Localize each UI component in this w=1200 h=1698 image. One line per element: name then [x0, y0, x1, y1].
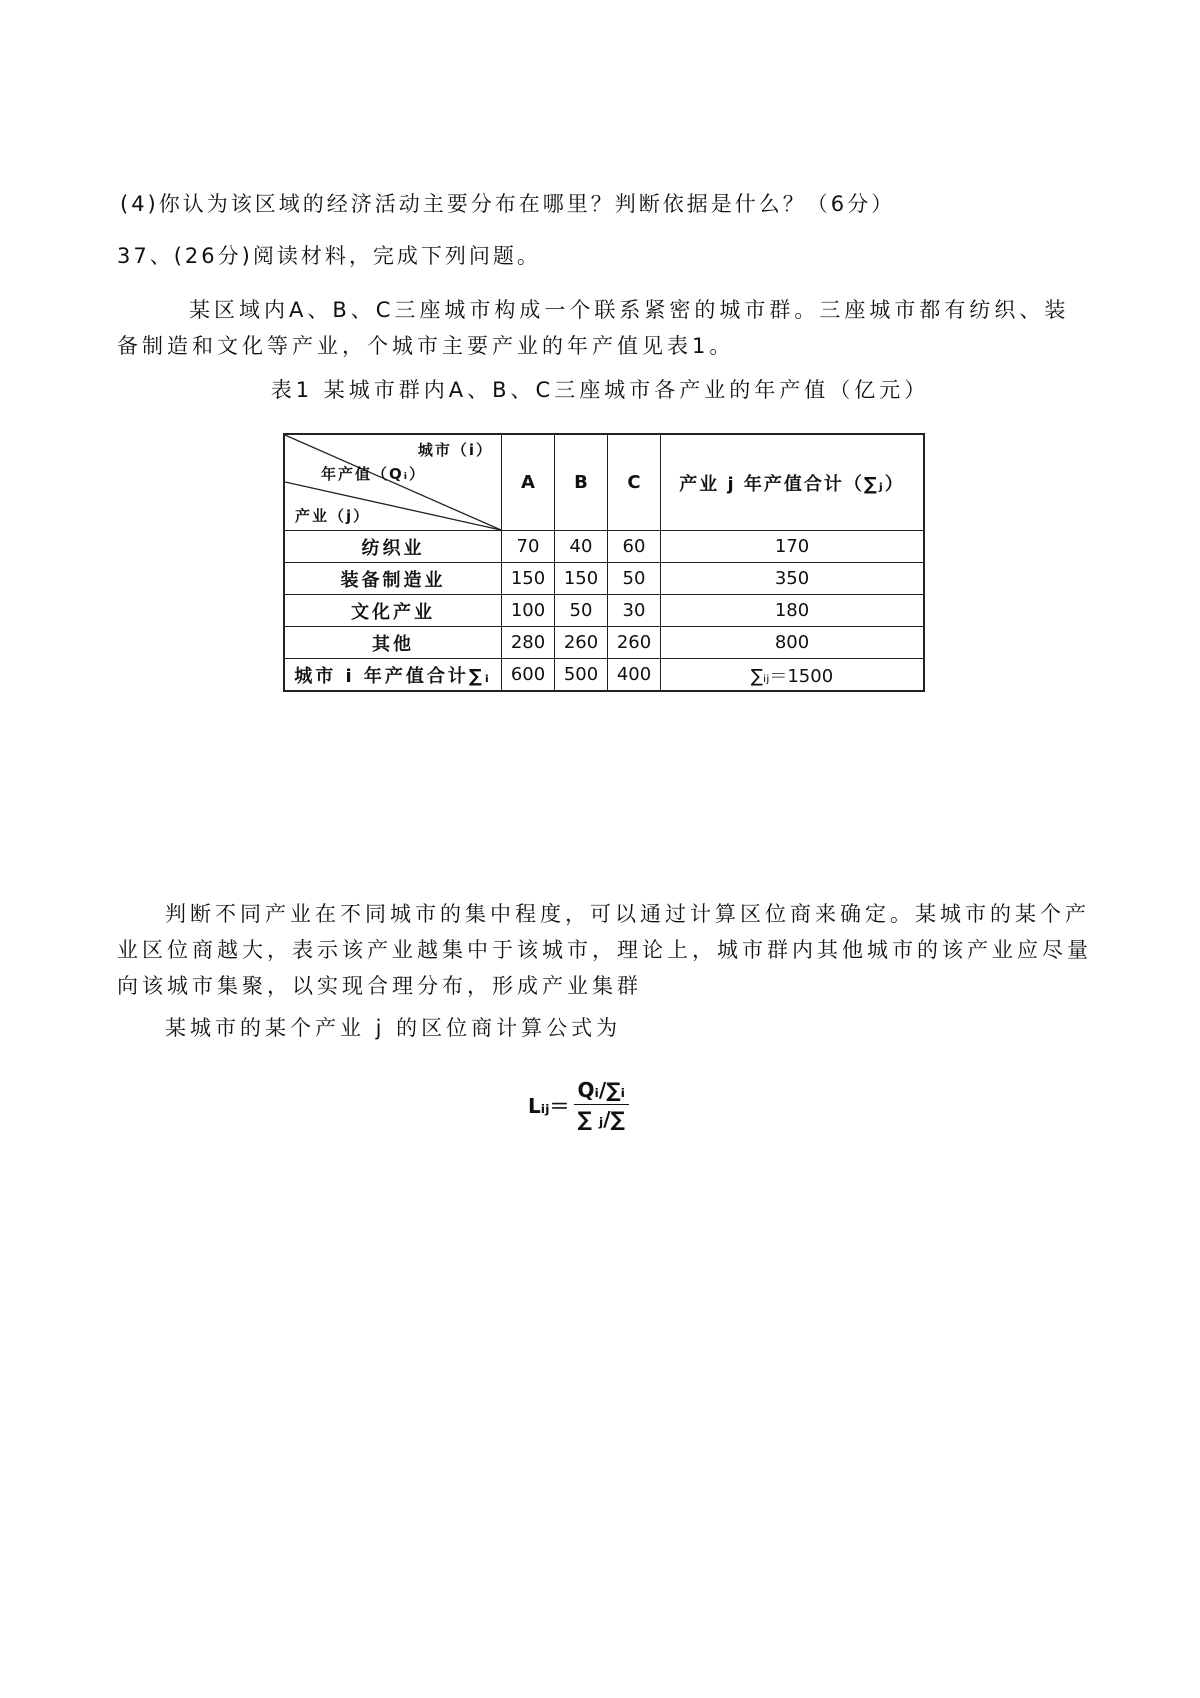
- table-row: [284, 595, 924, 627]
- cell-b: 50: [555, 595, 608, 627]
- cell-b: 260: [555, 627, 608, 659]
- cell-c: 30: [608, 595, 661, 627]
- corner-label-industry: 产业（j）: [295, 507, 371, 525]
- row-label: 城市 i 年产值合计∑ᵢ: [284, 659, 502, 692]
- industry-output-table: [283, 433, 925, 692]
- cell-total: 800: [661, 627, 925, 659]
- row-label: 纺织业: [284, 531, 502, 563]
- table-row: [284, 627, 924, 659]
- table-caption: 表1 某城市群内A、B、C三座城市各产业的年产值（亿元）: [270, 378, 930, 402]
- table-row: [284, 531, 924, 563]
- table-header-row: [284, 434, 924, 531]
- column-header-a: A: [502, 434, 555, 531]
- table-row: [284, 659, 924, 692]
- cell-a: 280: [502, 627, 555, 659]
- material-paragraph-3: 某城市的某个产业 j 的区位商计算公式为: [165, 1016, 622, 1040]
- corner-label-value: 年产值（Qᵢ）: [321, 465, 427, 483]
- cell-total: 170: [661, 531, 925, 563]
- row-label: 装备制造业: [284, 563, 502, 595]
- cell-b: 500: [555, 659, 608, 692]
- cell-total: ∑ᵢⱼ＝1500: [661, 659, 925, 692]
- cell-c: 260: [608, 627, 661, 659]
- cell-a: 600: [502, 659, 555, 692]
- row-label: 文化产业: [284, 595, 502, 627]
- column-header-b: B: [555, 434, 608, 531]
- column-header-c: C: [608, 434, 661, 531]
- cell-b: 40: [555, 531, 608, 563]
- question-4: (4)你认为该区域的经济活动主要分布在哪里？判断依据是什么？（6分）: [120, 192, 896, 216]
- location-quotient-formula: [528, 1078, 629, 1131]
- formula-fraction: [574, 1078, 629, 1131]
- cell-c: 400: [608, 659, 661, 692]
- formula-lhs: Lᵢⱼ＝: [528, 1094, 570, 1118]
- cell-c: 50: [608, 563, 661, 595]
- cell-a: 100: [502, 595, 555, 627]
- material-paragraph-1: 某区域内A、B、C三座城市构成一个联系紧密的城市群。三座城市都有纺织、装备制造和文化等产业，个城市主要产业的年产值见表1。: [117, 298, 1070, 358]
- cell-a: 70: [502, 531, 555, 563]
- cell-total: 180: [661, 595, 925, 627]
- cell-c: 60: [608, 531, 661, 563]
- formula-numerator: Qᵢ/∑ᵢ: [574, 1078, 629, 1105]
- question-37: 37、(26分)阅读材料，完成下列问题。: [117, 244, 541, 268]
- column-header-industry-total: 产业 j 年产值合计（∑ⱼ）: [661, 434, 925, 531]
- row-label: 其他: [284, 627, 502, 659]
- material-paragraph-2: 判断不同产业在不同城市的集中程度，可以通过计算区位商来确定。某城市的某个产业区位商越大，表示该产业越集中于该城市，理论上，城市群内其他城市的该产业应尽量向该城市集聚，以实现合理分布，形成产业集群: [117, 902, 1092, 998]
- cell-a: 150: [502, 563, 555, 595]
- cell-b: 150: [555, 563, 608, 595]
- table-row: [284, 563, 924, 595]
- formula-denominator: ∑ ⱼ/∑: [577, 1107, 625, 1131]
- cell-total: 350: [661, 563, 925, 595]
- corner-label-city: 城市（i）: [417, 441, 493, 459]
- table-corner-cell: [284, 434, 502, 531]
